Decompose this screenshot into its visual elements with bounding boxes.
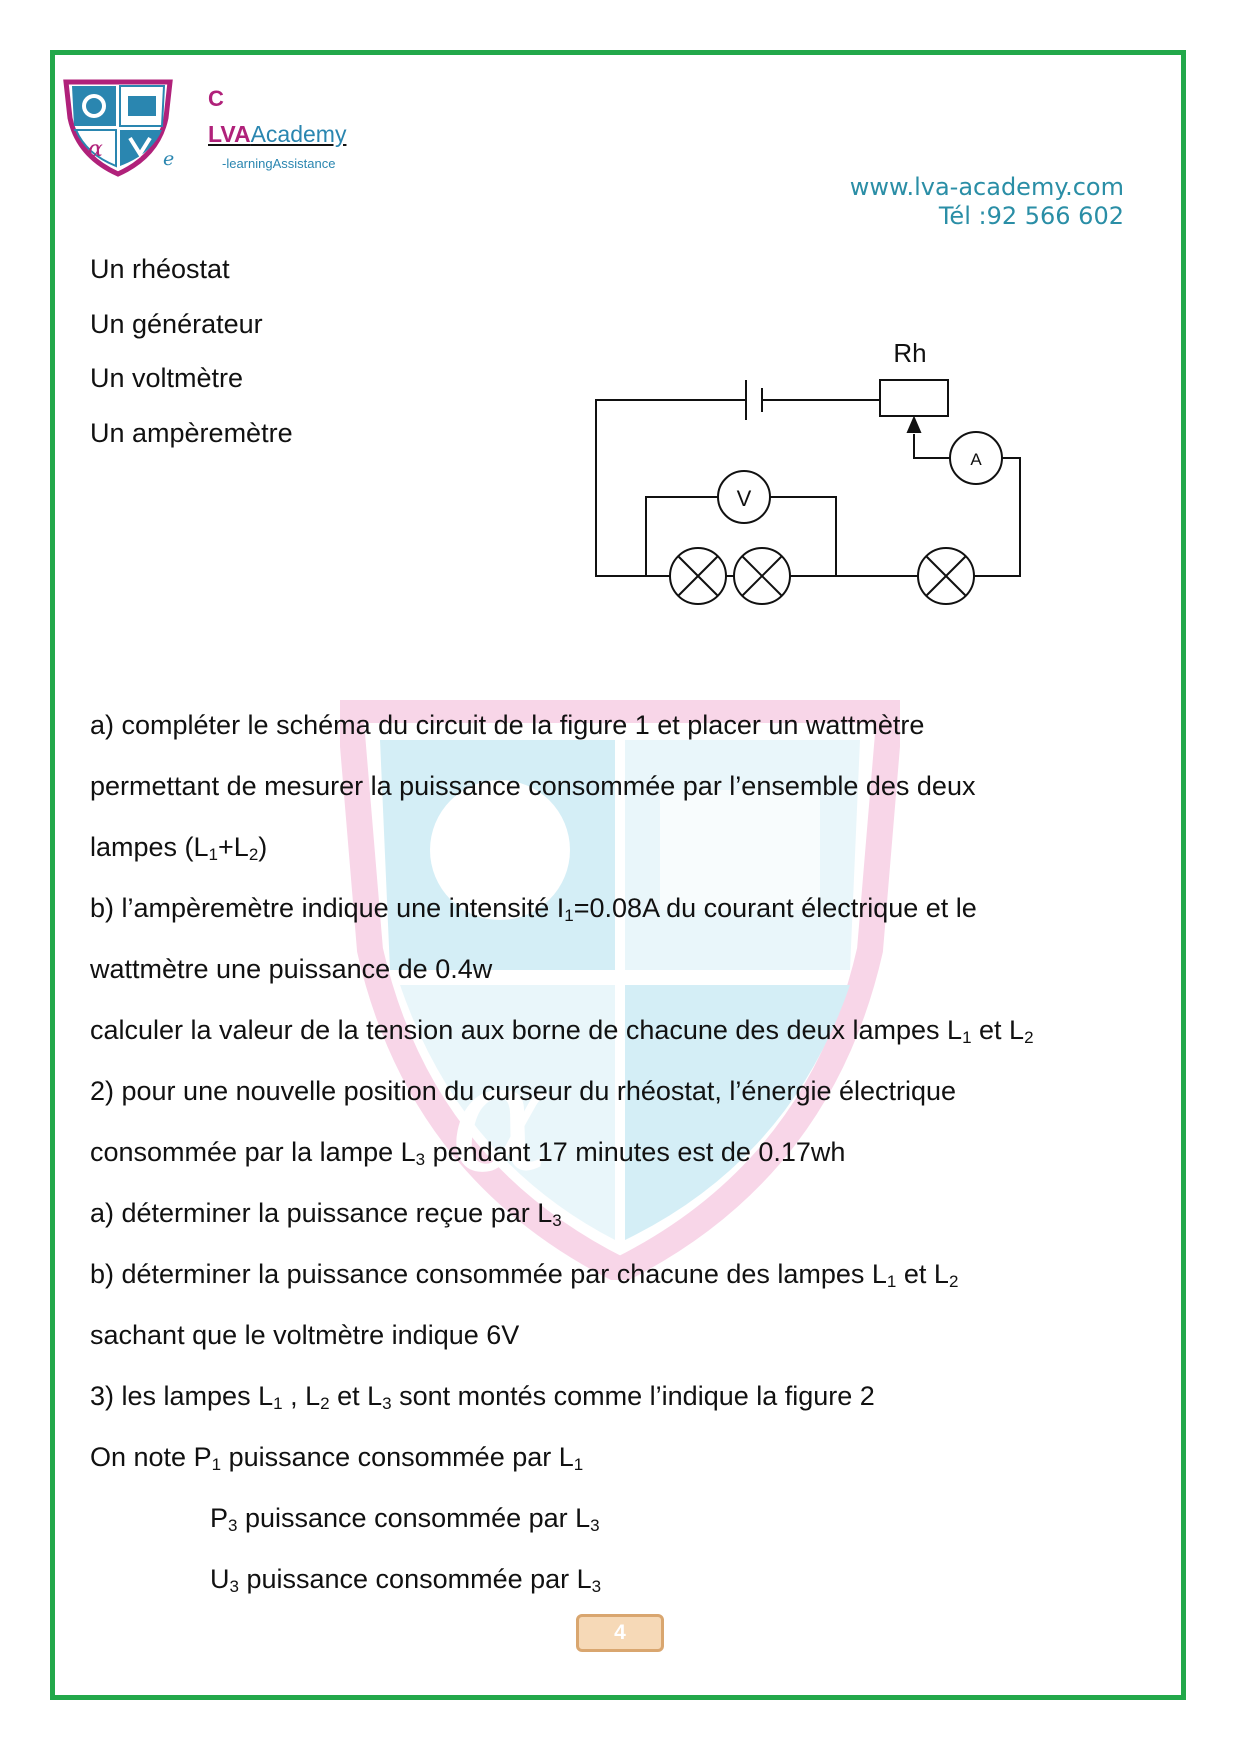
brand-academy: Academy	[250, 121, 347, 147]
brand-letter: C	[208, 86, 224, 111]
equipment-item: Un rhéostat	[90, 254, 230, 284]
equipment-item: Un générateur	[90, 309, 263, 339]
question-line: calculer la valeur de la tension aux borne de chacune des deux lampes $L_1$ et $L_2$	[90, 1015, 1034, 1047]
ammeter-label: A	[970, 450, 982, 469]
question-line: b) déterminer la puissance consommée par chacune des lampes $L_1$ et $L_2$	[90, 1259, 959, 1291]
rheostat-label: Rh	[893, 340, 927, 368]
website-link[interactable]: www.lva-academy.com	[849, 173, 1124, 201]
question-line: sachant que le voltmètre indique 6V	[90, 1320, 520, 1350]
question-line: b) l’ampèremètre indique une intensité $I_1=0.08A$ du courant électrique et le	[90, 893, 977, 925]
phone-number: Tél :92 566 602	[938, 202, 1124, 230]
question-line: $P_3$ puissance consommée par $L_3$	[210, 1503, 600, 1535]
academy-logo	[58, 78, 178, 178]
brand-e: e	[163, 148, 175, 170]
question-line: 3) les lampes $L_1$ , $L_2$ et $L_3$ sont montés comme l’indique la figure 2	[90, 1381, 875, 1413]
question-line: a) compléter le schéma du circuit de la figure 1 et placer un wattmètre	[90, 710, 925, 740]
page-number-badge: 4	[576, 1614, 664, 1652]
voltmeter-label: V	[736, 486, 752, 511]
question-line: wattmètre une puissance de 0.4w	[90, 954, 493, 984]
equipment-item: Un voltmètre	[90, 363, 244, 393]
question-line: permettant de mesurer la puissance consommée par l’ensemble des deux	[90, 771, 976, 801]
brand-name	[208, 121, 346, 148]
brand-lva: LVA	[208, 121, 251, 147]
svg-text:α: α	[88, 137, 103, 162]
svg-text:α: α	[450, 1032, 552, 1206]
question-line: lampes $(L_1+L_2)$	[90, 832, 268, 864]
question-line: a) déterminer la puissance reçue par $L_3$	[90, 1198, 562, 1230]
question-line: 2) pour une nouvelle position du curseur du rhéostat, l’énergie électrique	[90, 1076, 957, 1106]
equipment-item: Un ampèremètre	[90, 418, 293, 448]
question-line: consommée par la lampe $L_3$ pendant 17 minutes est de 0.17wh	[90, 1137, 846, 1169]
rheostat	[880, 380, 948, 416]
brand-tagline: -learningAssistance	[222, 156, 336, 171]
contact-block	[850, 173, 1124, 231]
circuit-diagram	[590, 340, 1050, 620]
question-line: On note $P_1$ puissance consommée par $L_1$	[90, 1442, 584, 1474]
question-line: $U_3$ puissance consommée par $L_3$	[210, 1564, 602, 1596]
